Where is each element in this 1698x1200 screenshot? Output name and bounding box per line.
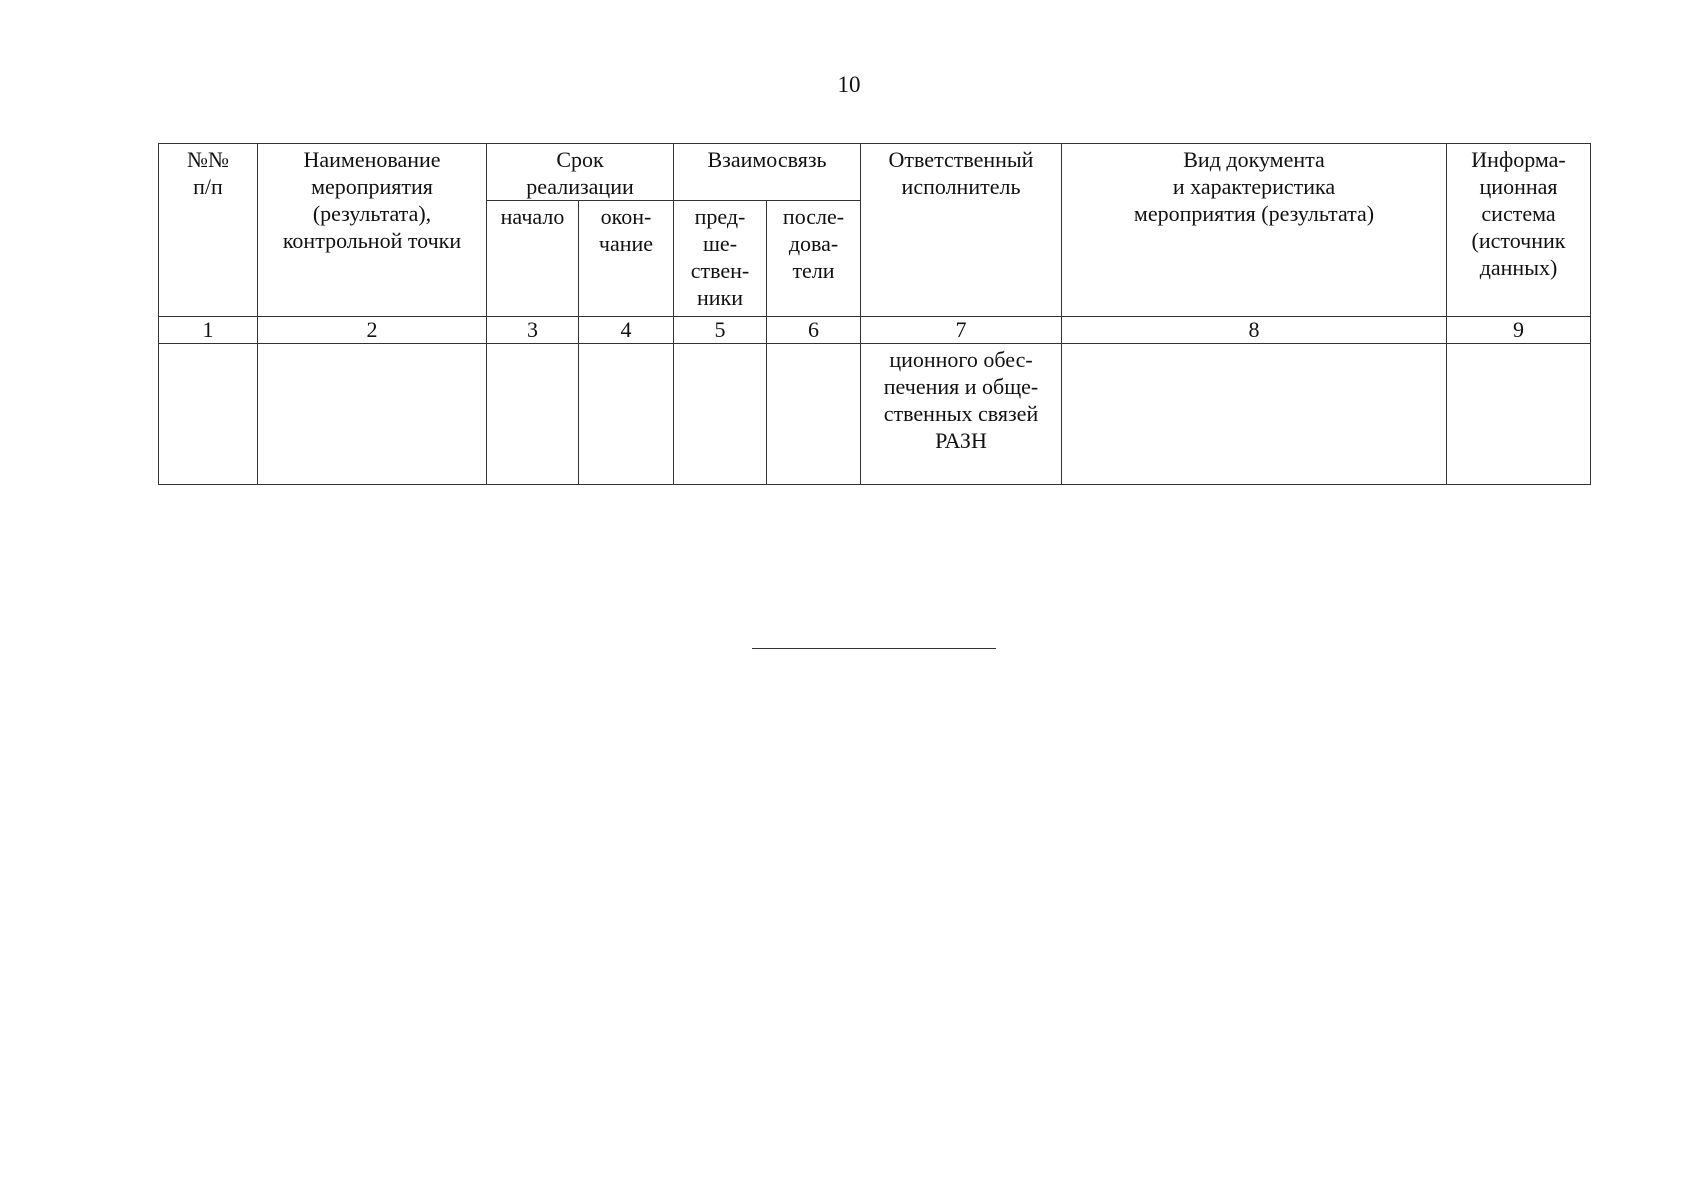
column-number: 5 <box>674 317 767 344</box>
table-cell <box>674 344 767 485</box>
header-relation-predecessors: пред- ше- ствен- ники <box>674 201 767 317</box>
table-cell <box>258 344 487 485</box>
column-number: 7 <box>861 317 1062 344</box>
table-cell <box>579 344 674 485</box>
table-cell <box>1447 344 1591 485</box>
header-responsible: Ответственный исполнитель <box>861 144 1062 317</box>
table-header-row <box>159 144 1591 201</box>
header-relation: Взаимосвязь <box>674 144 861 201</box>
page-number: 10 <box>837 72 861 97</box>
column-number: 6 <box>767 317 861 344</box>
header-name: Наименование мероприятия (результата), контрольной точки <box>258 144 487 317</box>
end-of-table-rule <box>752 648 996 649</box>
column-number: 8 <box>1062 317 1447 344</box>
header-term: Срок реализации <box>487 144 674 201</box>
table-cell <box>1062 344 1447 485</box>
table-cell <box>159 344 258 485</box>
column-number: 1 <box>159 317 258 344</box>
column-number: 4 <box>579 317 674 344</box>
column-number: 2 <box>258 317 487 344</box>
plan-table <box>158 143 1591 485</box>
column-number: 3 <box>487 317 579 344</box>
header-term-end: окон- чание <box>579 201 674 317</box>
table-cell-responsible: ционного обес- печения и обще- ственных связей РАЗН <box>861 344 1062 485</box>
table-cell <box>487 344 579 485</box>
column-number-row <box>159 317 1591 344</box>
table-row <box>159 344 1591 485</box>
header-num: №№ п/п <box>159 144 258 317</box>
header-info-system: Информа- ционная система (источник данных) <box>1447 144 1591 317</box>
header-term-start: начало <box>487 201 579 317</box>
header-relation-successors: после- дова- тели <box>767 201 861 317</box>
table-cell <box>767 344 861 485</box>
column-number: 9 <box>1447 317 1591 344</box>
header-doc-type: Вид документа и характеристика мероприятия (результата) <box>1062 144 1447 317</box>
